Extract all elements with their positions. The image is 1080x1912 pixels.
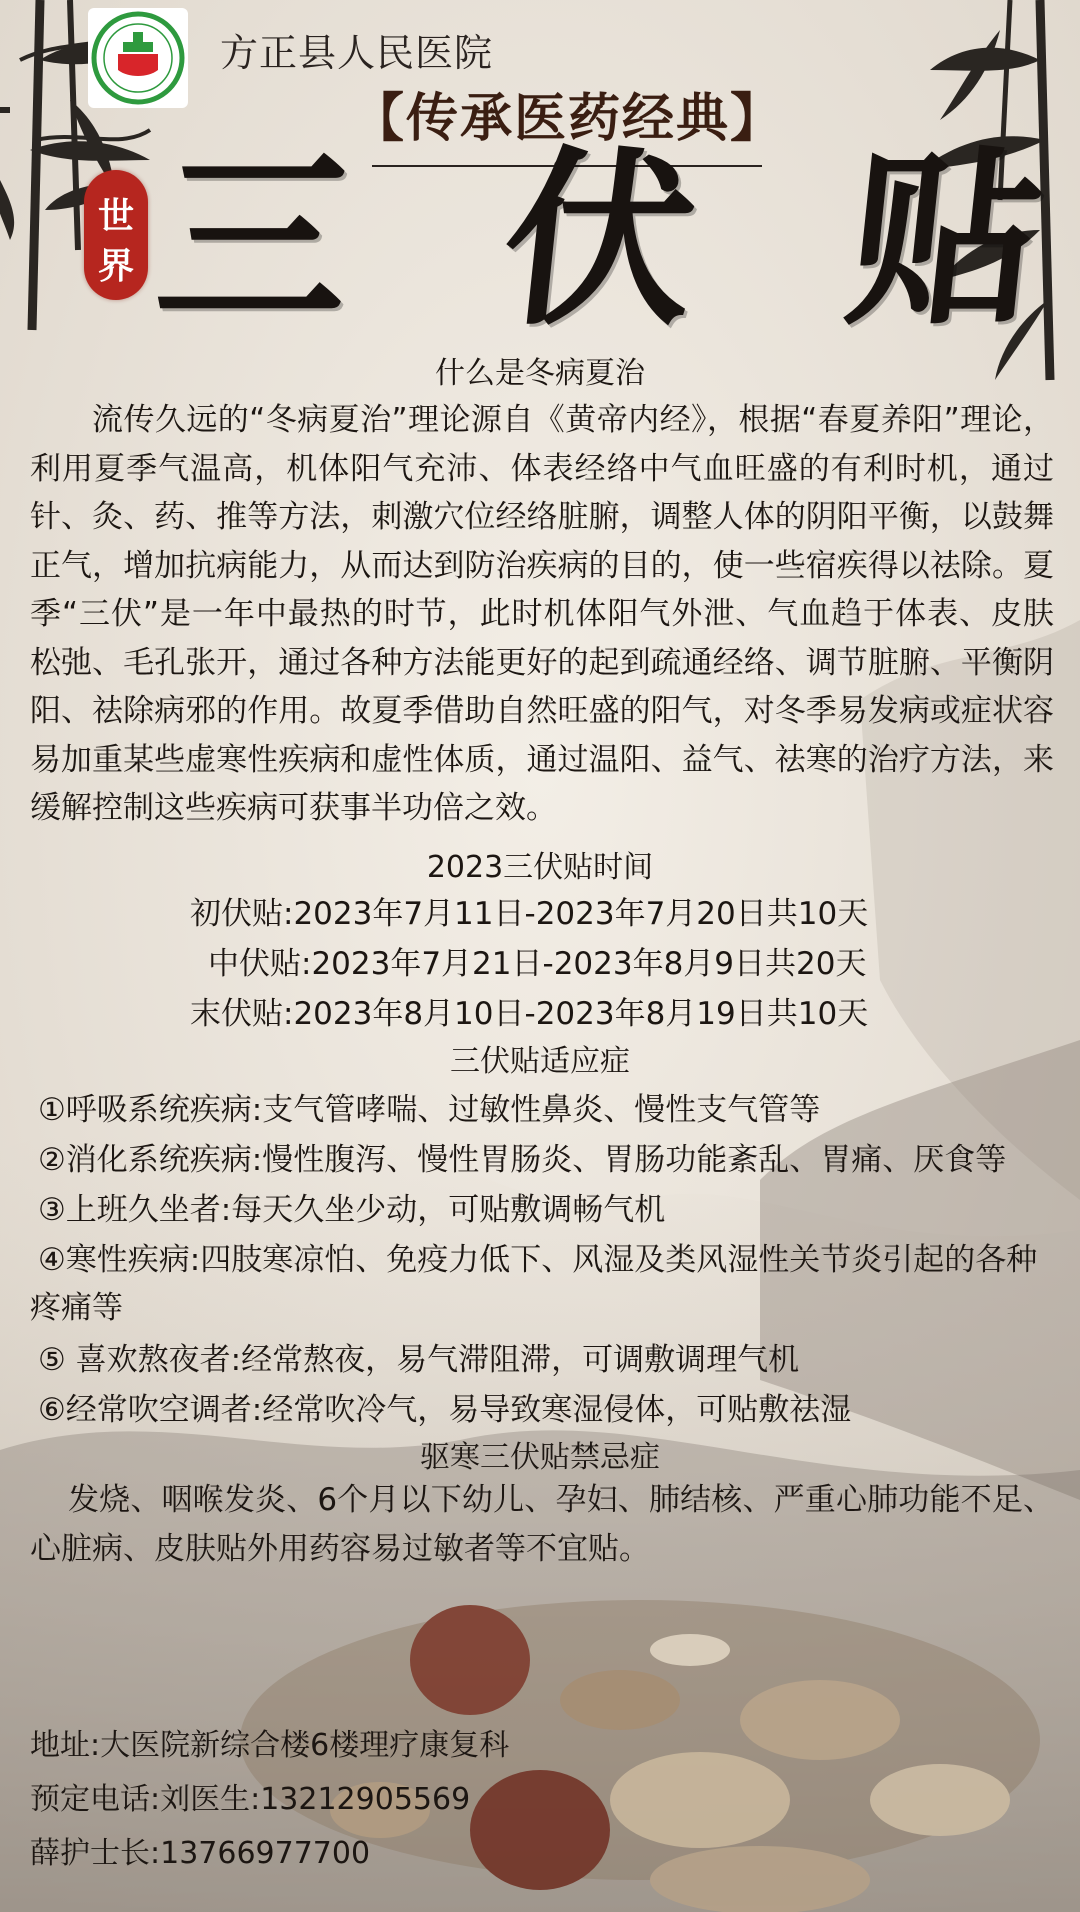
intro-heading: 什么是冬病夏治 (435, 356, 645, 391)
main-title-char: 贴 (838, 128, 1052, 351)
schedule-item: 中伏贴:2023年7月21日-2023年8月9日共20天 (208, 946, 867, 982)
hospital-logo-icon (88, 8, 188, 108)
main-title-char: 三 (148, 128, 362, 351)
seal-char: 界 (97, 245, 134, 287)
indications-heading: 三伏贴适应症 (450, 1044, 630, 1079)
indication-item: ⑤ 喜欢熬夜者:经常熬夜，易气滞阻滞，可调敷调理气机 (38, 1342, 800, 1378)
indication-item: ③上班久坐者:每天久坐少动，可贴敷调畅气机 (38, 1192, 666, 1228)
hospital-name: 方正县人民医院 (220, 31, 494, 75)
schedule-item: 初伏贴:2023年7月11日-2023年7月20日共10天 (190, 896, 869, 932)
booking-phone: 预定电话:刘医生:13212905569 (30, 1782, 471, 1817)
intro-paragraph: 流传久远的“冬病夏治”理论源自《黄帝内经》，根据“春夏养阳”理论，利用夏季气温高，机体阳气充沛、体表经络中气血旺盛的有利时机，通过针、灸、药、推等方法，刺激穴位经络脏腑，调整人体的阴阳平衡，以鼓舞正气，增加抗病能力，从而达到防治疾病的目的，使一些宿疾得以祛除。夏季“三伏”是一年中最热的时节，此时机体阳气外泄、气血趋于体表、皮肤松弛、毛孔张开，通过各种方法能更好的起到疏通经络、调节脏腑、平衡阴阳、祛除病邪的作用。故夏季借助自然旺盛的阳气，对冬季易发病或症状容易加重某些虚寒性疾病和虚性体质，通过温阳、益气、祛寒的治疗方法，来缓解控制这些疾病可获事半功倍之效。 (30, 402, 1054, 826)
schedule-heading: 2023三伏贴时间 (426, 850, 654, 885)
indication-item: ⑥经常吹空调者:经常吹冷气，易导致寒湿侵体，可贴敷祛湿 (38, 1392, 852, 1428)
contraindications-heading: 驱寒三伏贴禁忌症 (420, 1440, 660, 1475)
main-title-char: 伏 (493, 128, 707, 351)
indication-item: 疼痛等 (30, 1290, 123, 1326)
tagline: 【传承医药经典】 (352, 89, 785, 149)
seal-char: 世 (97, 195, 134, 237)
nurse-phone: 薛护士长:13766977700 (30, 1836, 371, 1871)
address: 地址:大医院新综合楼6楼理疗康复科 (30, 1728, 510, 1763)
hospital-logo (88, 8, 188, 108)
main-title (148, 128, 1052, 351)
indication-item: ④寒性疾病:四肢寒凉怕、免疫力低下、风湿及类风湿性关节炎引起的各种 (38, 1242, 1038, 1278)
red-seal-icon (84, 170, 148, 300)
contraindications-paragraph: 发烧、咽喉发炎、6个月以下幼儿、孕妇、肺结核、严重心肺功能不足、心脏病、皮肤贴外用药容易过敏者等不宜贴。 (30, 1482, 1054, 1567)
indication-item: ①呼吸系统疾病:支气管哮喘、过敏性鼻炎、慢性支气管等 (38, 1092, 821, 1128)
indication-item: ②消化系统疾病:慢性腹泻、慢性胃肠炎、胃肠功能紊乱、胃痛、厌食等 (38, 1142, 1007, 1178)
schedule-item: 末伏贴:2023年8月10日-2023年8月19日共10天 (190, 996, 869, 1032)
